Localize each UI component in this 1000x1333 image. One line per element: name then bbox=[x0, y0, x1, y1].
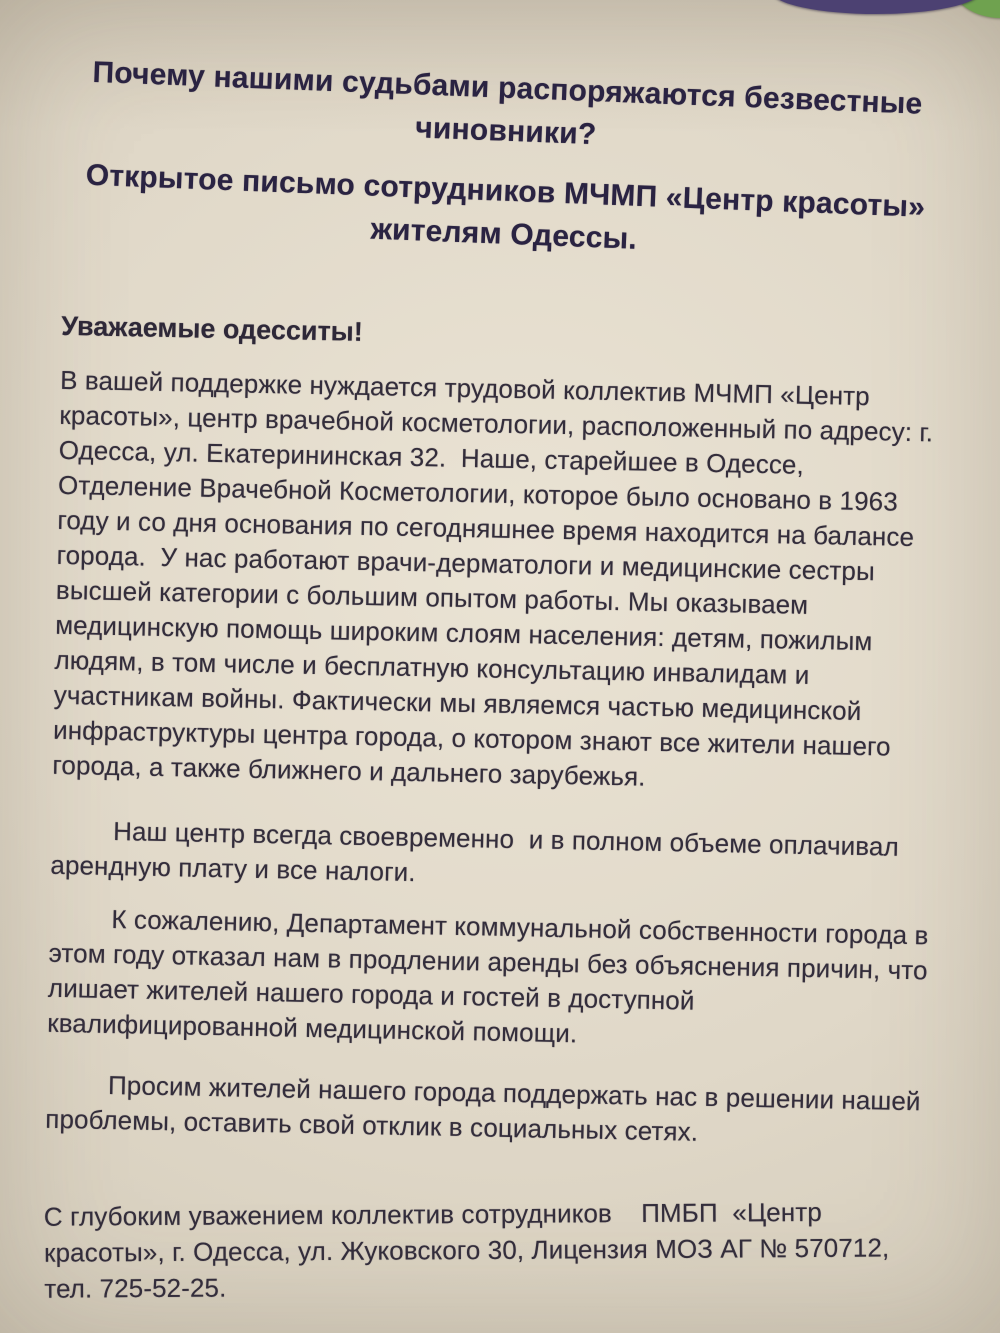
letter-paragraph: В вашей поддержке нуждается трудовой коллектив МЧМП «Центр красоты», центр врачебной косметологии, расположенный по адресу: г. Одесса, ул. Екатерининская 32. Наше, старейшее в Одессе, Отделение Врачебной Косметологии, которое было основано в 1963 году и со дня основания по сегодняшнее время находится на балансе города. У нас работают врачи-дерматологи и медицинские сестры высшей категории с большим опытом работы. Мы оказываем медицинскую помощь широким слоям населения: детям, пожилым людям, в том числе и бесплатную консультацию инвалидам и участникам войны. Фактически мы являемся частью медицинской инфраструктуры центра города, о котором знают все жители нашего города, а также ближнего и дальнего зарубежья. bbox=[52, 364, 941, 792]
letter-paragraph: Наш центр всегда своевременно и в полном объеме оплачивал арендную плату и все налоги. bbox=[50, 816, 907, 888]
letter-paragraph: Просим жителей нашего города поддержать нас в решении нашей проблемы, оставить свой отклик в социальных сетях. bbox=[45, 1069, 929, 1147]
background-object-purple bbox=[772, 0, 980, 14]
letter-headline: Почему нашими судьбами распоряжаются безвестные чиновники? bbox=[91, 55, 924, 152]
letter-signature: С глубоким уважением коллектив сотрудников ПМБП «Центр красоты», г. Одесса, ул. Жуковского 30, Лицензия МОЗ АГ № 570712, тел. 725-52-25. bbox=[43, 1196, 897, 1304]
letter-salutation: Уважаемые одесситы! bbox=[60, 310, 364, 347]
letter-subheadline: Открытое письмо сотрудников МЧМП «Центр красоты» жителям Одессы. bbox=[85, 158, 926, 256]
letter-paragraph: К сожалению, Департамент коммунальной собственности города в этом году отказал нам в продлении аренды без объяснения причин, что лишает жителей нашего города и гостей в доступной квалифицированной медицинской помощи. bbox=[46, 904, 937, 1049]
